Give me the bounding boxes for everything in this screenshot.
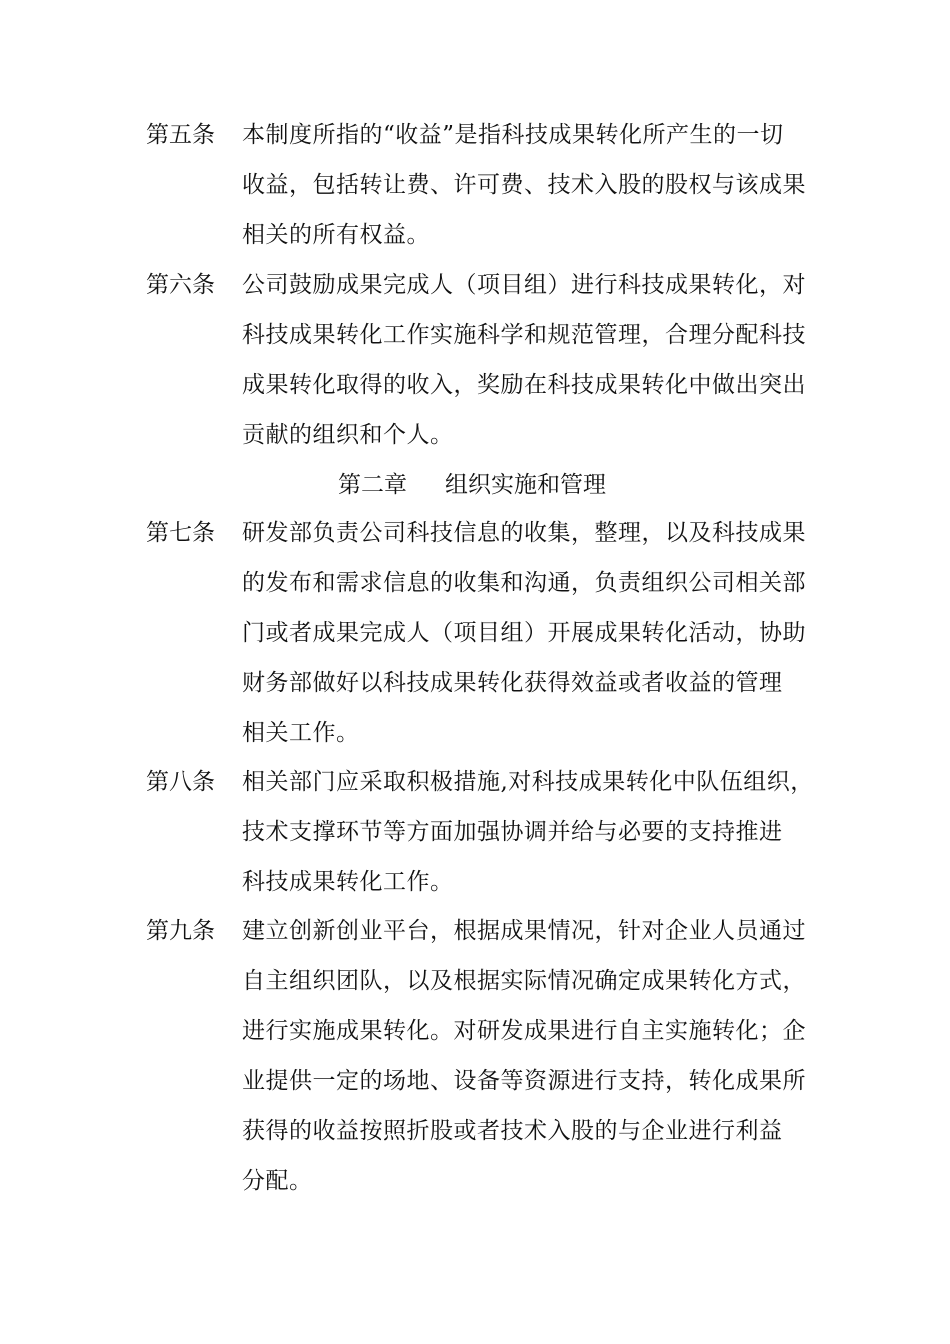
article-line: 相关部门应采取积极措施,对科技成果转化中队伍组织， [242,769,814,795]
article-body [242,508,832,758]
article-line: 业提供一定的场地、设备等资源进行支持，转化成果所 [242,1068,806,1094]
article-line: 的发布和需求信息的收集和沟通，负责组织公司相关部 [242,570,806,596]
article-line: 建立创新创业平台，根据成果情况，针对企业人员通过 [242,918,806,944]
article-line: 研发部负责公司科技信息的收集，整理，以及科技成果 [242,520,806,546]
chapter-number: 第二章 [338,472,407,498]
article-line: 科技成果转化工作实施科学和规范管理，合理分配科技 [242,322,806,348]
article-line: 本制度所指的“收益”是指科技成果转化所产生的一切 [242,122,784,148]
article-body [242,110,832,260]
article-line: 获得的收益按照折股或者技术入股的与企业进行利益 [242,1118,783,1144]
article-body [242,906,832,1206]
article-line: 门或者成果完成人（项目组）开展成果转化活动，协助 [242,620,806,646]
article-line: 成果转化取得的收入，奖励在科技成果转化中做出突出 [242,372,806,398]
article-body [242,757,832,907]
article-line: 科技成果转化工作。 [242,869,454,895]
article-line: 进行实施成果转化。对研发成果进行自主实施转化；企 [242,1018,806,1044]
article-label: 第五条 [146,122,215,148]
article-line: 分配。 [242,1168,313,1194]
chapter-title: 组织实施和管理 [445,472,606,498]
article-body [242,260,832,460]
article-label: 第六条 [146,272,215,298]
chapter-heading [338,460,606,510]
article-line: 收益，包括转让费、许可费、技术入股的股权与该成果 [242,172,806,198]
article-line: 相关工作。 [242,720,360,746]
article-label: 第七条 [146,520,215,546]
article-label: 第九条 [146,918,215,944]
article-line: 相关的所有权益。 [242,222,430,248]
article-line: 公司鼓励成果完成人（项目组）进行科技成果转化，对 [242,272,806,298]
article-line: 自主组织团队，以及根据实际情况确定成果转化方式， [242,968,806,994]
article-line: 财务部做好以科技成果转化获得效益或者收益的管理 [242,670,783,696]
article-line: 技术支撑环节等方面加强协调并给与必要的支持推进 [242,819,783,845]
article-label: 第八条 [146,769,215,795]
article-line: 贡献的组织和个人。 [242,422,454,448]
